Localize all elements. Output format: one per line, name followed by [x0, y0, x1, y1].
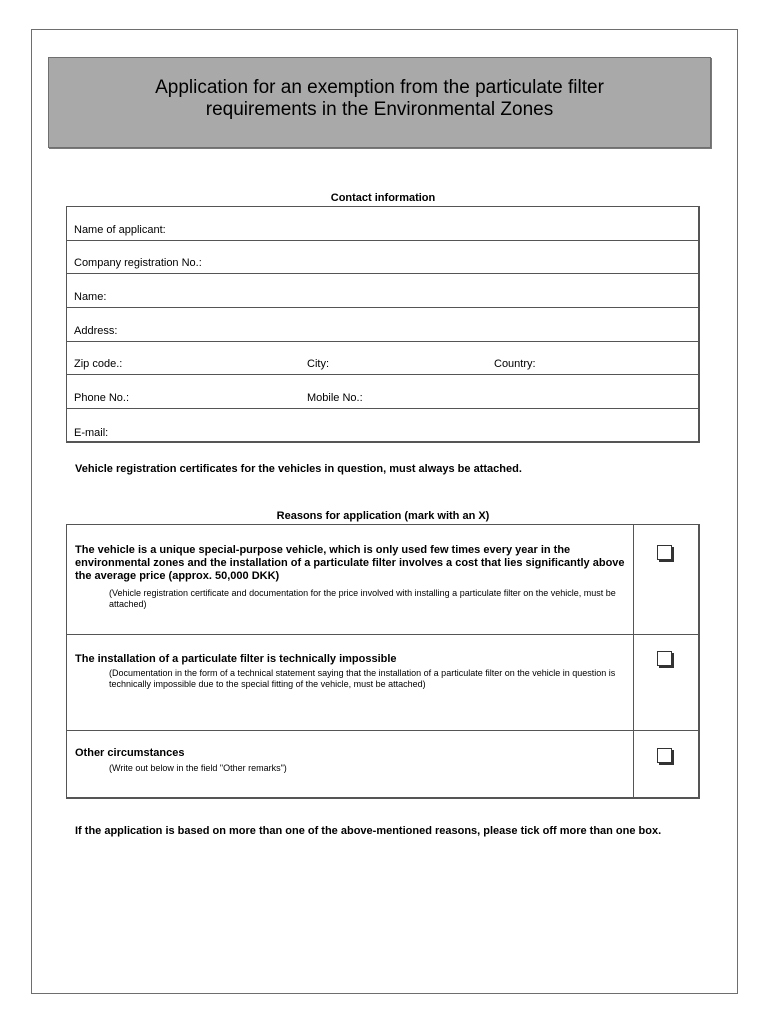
reason-row	[67, 525, 698, 635]
reasons-heading: Reasons for application (mark with an X)	[276, 510, 490, 522]
vehicle-registration-note: Vehicle registration certificates for the vehicles in question, must always be attached.	[75, 463, 522, 475]
page-title	[155, 77, 604, 121]
reason-main-text: The installation of a particulate filter is technically impossible	[75, 653, 397, 665]
contact-row-phone[interactable]	[67, 375, 698, 409]
company-reg-label: Company registration No.:	[74, 257, 202, 270]
reason-checkbox[interactable]	[657, 748, 672, 763]
name-label: Name:	[74, 291, 107, 304]
address-label: Address:	[74, 324, 118, 337]
email-label: E-mail:	[74, 426, 109, 439]
reason-row	[67, 635, 698, 731]
contact-heading: Contact information	[330, 192, 436, 204]
contact-row-location[interactable]	[67, 342, 698, 376]
reason-checkbox[interactable]	[657, 545, 672, 560]
title-line-2: requirements in the Environmental Zones	[205, 99, 554, 120]
title-banner	[48, 57, 711, 148]
city-label: City:	[307, 358, 329, 371]
reason-main-text: The vehicle is a unique special-purpose vehicle, which is only used few times every year in the environmental zones and the installation of a particulate filter involves a cost that lies significantly above the average price (approx. 50,000 DKK)	[75, 544, 625, 582]
reason-checkbox[interactable]	[657, 651, 672, 666]
mobile-label: Mobile No.:	[307, 392, 363, 405]
reasons-table	[66, 524, 700, 799]
reason-row	[67, 731, 698, 799]
multiple-reasons-note: If the application is based on more than one of the above-mentioned reasons, please tick off more than one box.	[75, 825, 662, 837]
contact-row-applicant[interactable]	[67, 207, 698, 241]
contact-row-company[interactable]	[67, 241, 698, 275]
contact-row-address[interactable]	[67, 308, 698, 342]
title-line-1: Application for an exemption from the particulate filter	[155, 77, 604, 98]
contact-row-email[interactable]	[67, 409, 698, 443]
phone-label: Phone No.:	[74, 392, 130, 405]
country-label: Country:	[494, 358, 536, 371]
reason-main-text: Other circumstances	[75, 747, 185, 759]
reason-sub-text: (Documentation in the form of a technical statement saying that the installation of a particulate filter on the vehicle in question is technically impossible due to the special fitting of the vehicle, must be attached)	[109, 668, 616, 689]
applicant-name-label: Name of applicant:	[74, 223, 166, 236]
reason-sub-text: (Vehicle registration certificate and documentation for the price involved with installing a particulate filter on the vehicle, must be attached)	[109, 588, 616, 609]
contact-table	[66, 206, 700, 443]
reason-sub-text: (Write out below in the field "Other remarks")	[109, 763, 287, 773]
contact-row-name[interactable]	[67, 274, 698, 308]
zip-label: Zip code.:	[74, 358, 123, 371]
